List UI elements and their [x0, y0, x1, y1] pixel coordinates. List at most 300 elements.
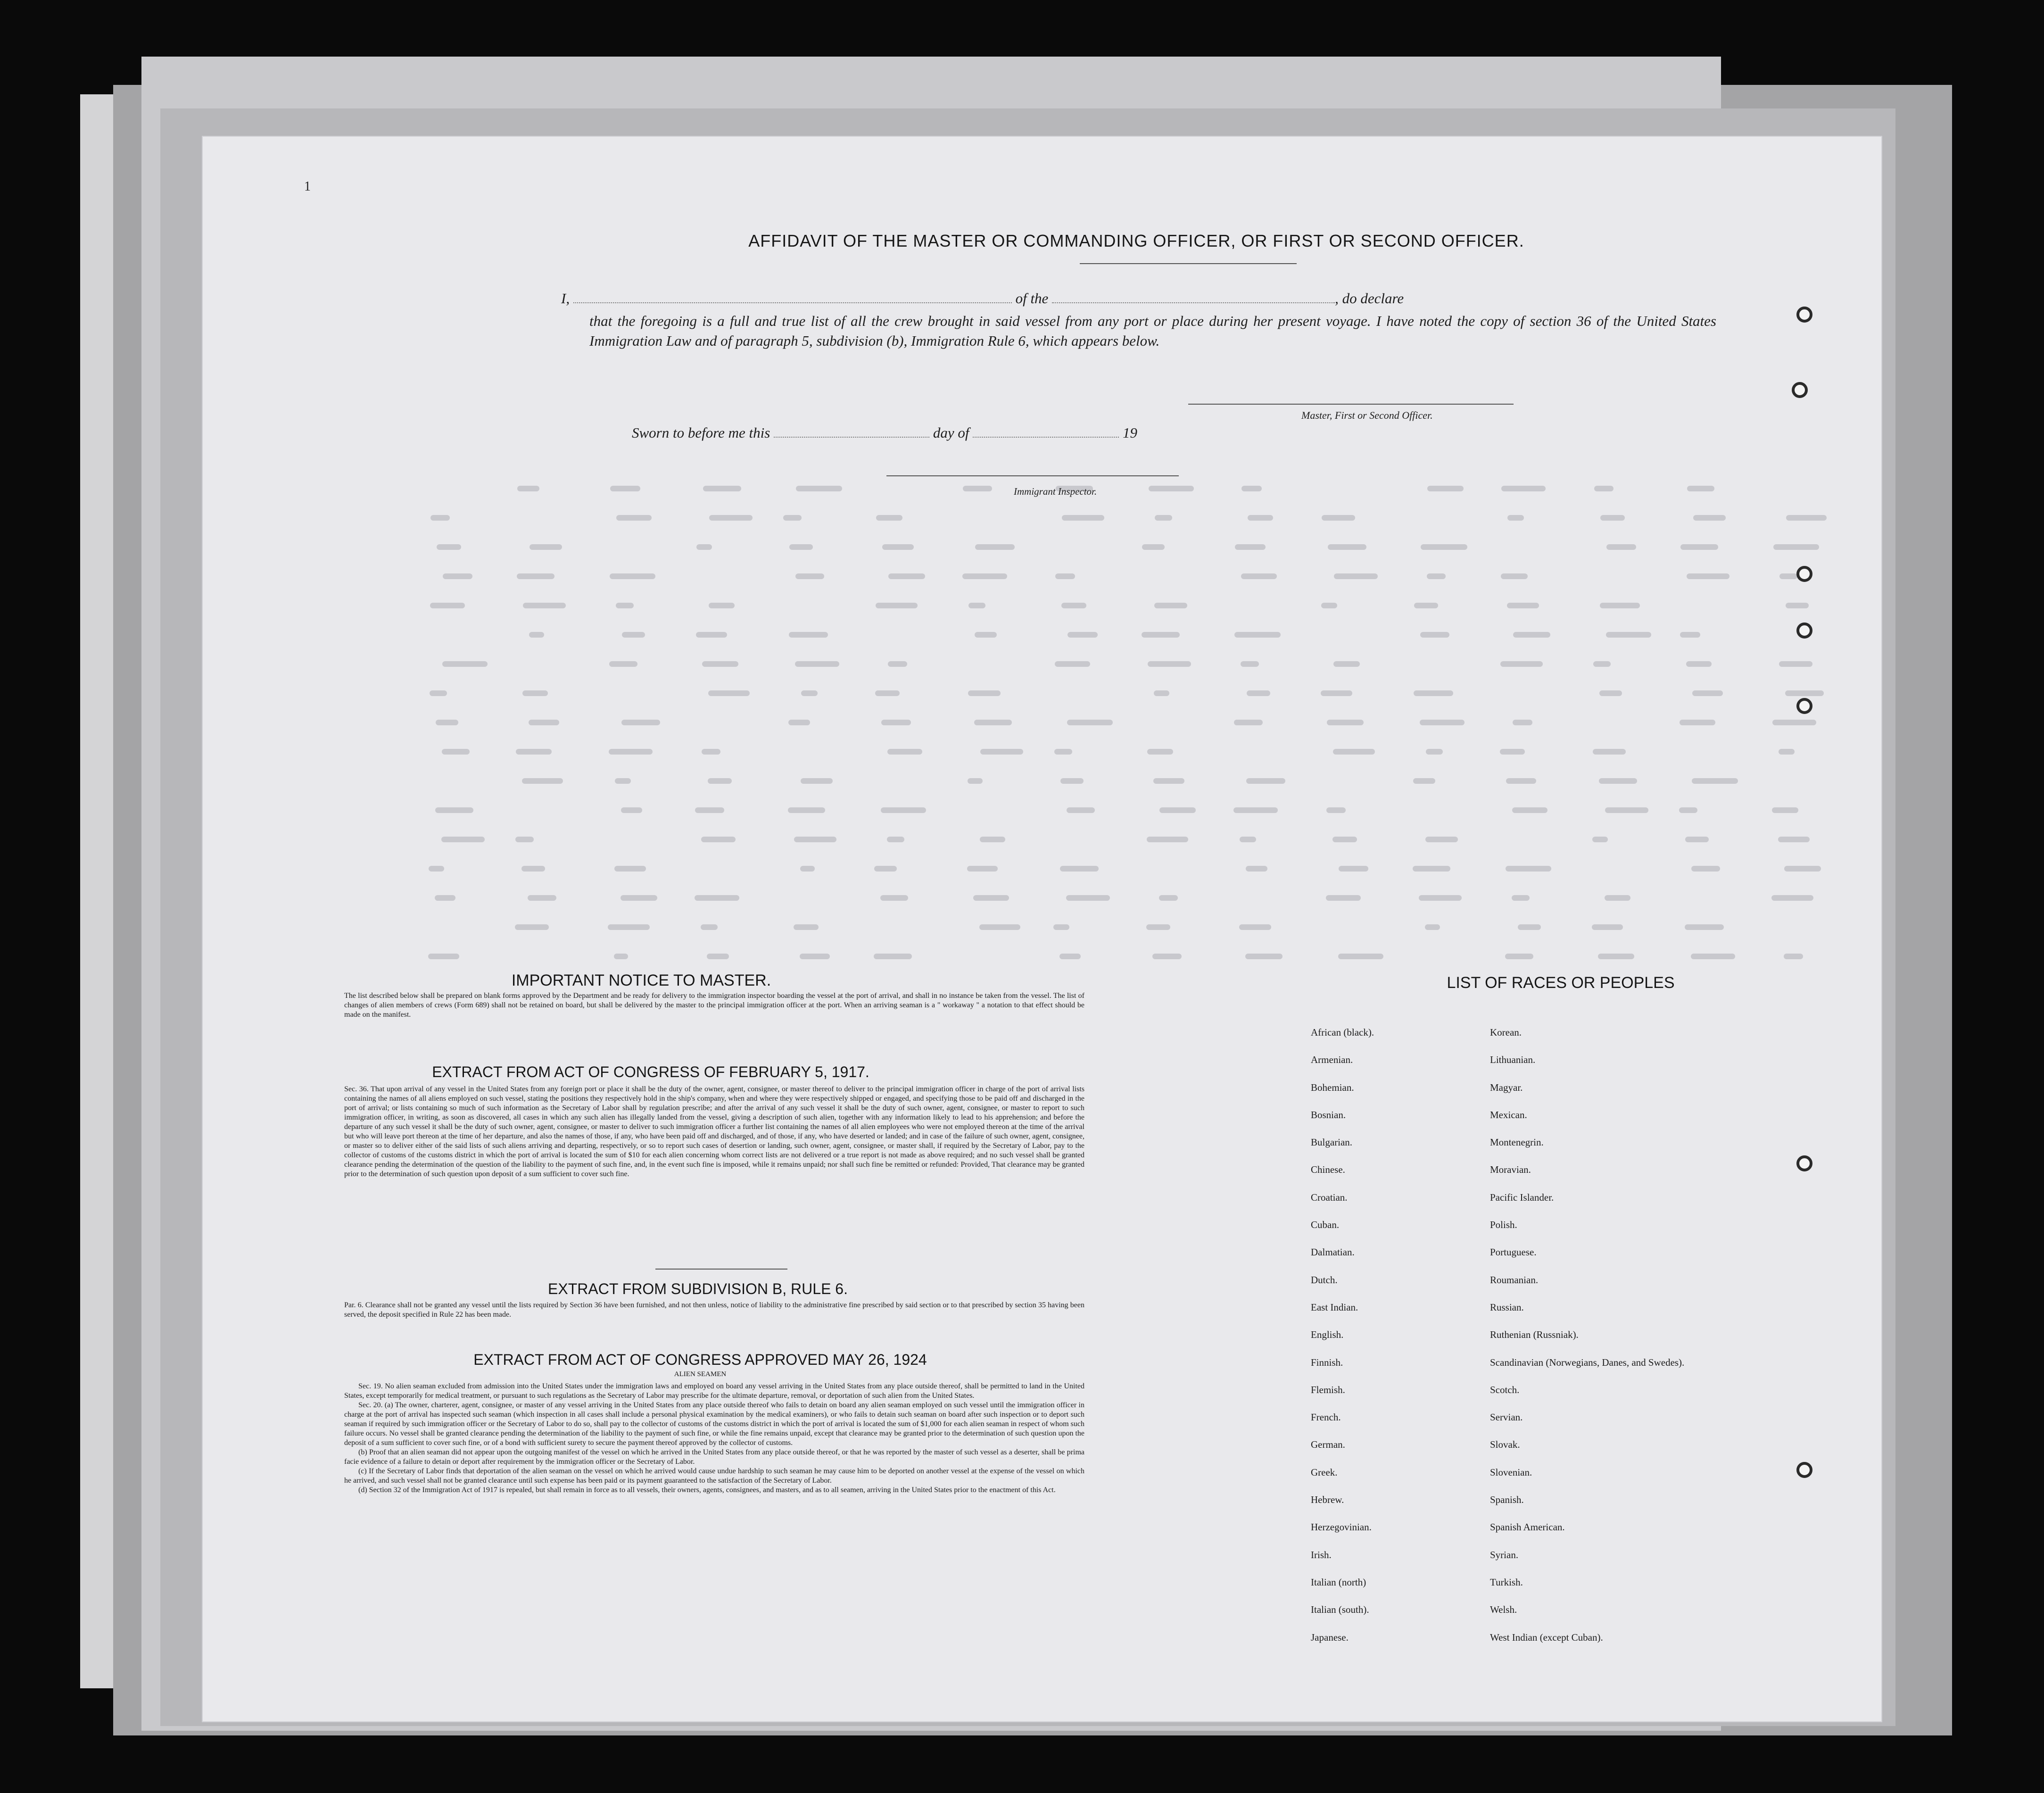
bleed-through-row: [424, 573, 1825, 585]
bleed-through-mark: [968, 778, 983, 784]
race-item: Ruthenian (Russniak).: [1490, 1329, 1579, 1341]
bleed-through-mark: [1060, 866, 1099, 872]
bleed-through-mark: [1606, 632, 1651, 638]
bleed-through-mark: [708, 778, 732, 784]
bleed-through-mark: [1147, 837, 1188, 842]
bleed-through-mark: [709, 515, 753, 521]
bleed-through-mark: [975, 632, 997, 638]
bleed-through-mark: [1332, 837, 1357, 842]
bleed-through-mark: [1771, 895, 1813, 901]
bleed-through-mark: [1593, 661, 1611, 667]
punch-hole: [1796, 698, 1812, 714]
alien-seamen-paragraph: (b) Proof that an alien seaman did not appear upon the outgoing manifest of the vessel on which he arrived in the United States from any place outside thereof, or that he was reported by the master of such vessel as a deserter, shall be prima facie evidence of a failure to detain or deport after requirement by the immigration officer or the Secretary of Labor.: [344, 1448, 1084, 1466]
bleed-through-mark: [530, 544, 562, 550]
section-36-label: Sec. 36.: [344, 1085, 369, 1093]
bleed-through-mark: [1068, 632, 1098, 638]
bleed-through-mark: [795, 573, 824, 579]
bleed-through-mark: [442, 749, 470, 755]
bleed-through-mark: [1419, 895, 1462, 901]
race-item: Dalmatian.: [1311, 1246, 1355, 1258]
bleed-through-mark: [1146, 924, 1170, 930]
bleed-through-mark: [1513, 720, 1532, 725]
bleed-through-row: [424, 515, 1825, 526]
bleed-through-mark: [881, 807, 926, 813]
bleed-through-mark: [515, 924, 549, 930]
bleed-through-mark: [707, 954, 729, 959]
declaration-body: that the foregoing is a full and true list of all the crew brought in said vessel from any port or place during her present voyage. I have noted the copy of section 36 of the United States Immigration Law and of paragraph 5, subdivision (b), Immigration Rule 6, which appears below.: [589, 313, 1716, 349]
bleed-through-mark: [980, 749, 1023, 755]
bleed-through-mark: [1687, 573, 1730, 579]
bleed-through-mark: [1055, 661, 1090, 667]
race-item: Cuban.: [1311, 1219, 1340, 1231]
bleed-through-row: [424, 486, 1825, 497]
race-item: Spanish.: [1490, 1494, 1524, 1506]
bleed-through-mark: [1234, 720, 1263, 725]
vessel-name-field[interactable]: [1052, 302, 1335, 303]
bleed-through-mark: [1679, 807, 1697, 813]
bleed-through-mark: [435, 807, 473, 813]
bleed-through-mark: [1772, 807, 1798, 813]
bleed-through-mark: [1241, 661, 1259, 667]
bleed-through-mark: [1241, 486, 1262, 491]
extract-rule6-heading: EXTRACT FROM SUBDIVISION B, RULE 6.: [548, 1280, 848, 1297]
bleed-through-mark: [963, 486, 992, 491]
bleed-through-mark: [1148, 661, 1191, 667]
bleed-through-mark: [1239, 924, 1271, 930]
bleed-through-mark: [1500, 749, 1525, 755]
races-left-column: [1311, 1027, 1490, 1660]
bleed-through-row: [424, 661, 1825, 672]
race-item: Italian (north): [1311, 1576, 1366, 1588]
bleed-through-mark: [975, 544, 1015, 550]
bleed-through-mark: [696, 544, 712, 550]
bleed-through-mark: [1506, 866, 1551, 872]
inspector-signature-line: [886, 475, 1179, 476]
day-of-text: day of: [933, 424, 969, 441]
bleed-through-mark: [1149, 486, 1194, 491]
bleed-through-mark: [1154, 690, 1169, 696]
race-item: Servian.: [1490, 1411, 1523, 1423]
bleed-through-mark: [788, 720, 810, 725]
race-item: Flemish.: [1311, 1384, 1345, 1395]
declaration-line: [561, 290, 1716, 307]
bleed-through-mark: [515, 837, 534, 842]
bleed-through-mark: [1425, 924, 1440, 930]
bleed-through-row: [424, 749, 1825, 760]
bleed-through-mark: [1327, 720, 1364, 725]
bleed-through-mark: [696, 632, 727, 638]
bleed-through-mark: [1505, 954, 1533, 959]
bleed-through-mark: [1054, 749, 1072, 755]
bleed-through-mark: [876, 515, 902, 521]
bleed-through-mark: [887, 837, 904, 842]
bleed-through-mark: [1159, 807, 1196, 813]
bleed-through-mark: [702, 661, 738, 667]
bleed-through-mark: [609, 661, 637, 667]
bleed-through-mark: [1512, 895, 1530, 901]
race-item: African (black).: [1311, 1027, 1374, 1038]
bleed-through-row: [424, 603, 1825, 614]
bleed-through-mark: [1142, 544, 1165, 550]
bleed-through-mark: [609, 749, 653, 755]
notice-text: The list described below shall be prepared on blank forms approved by the Department and be ready for delivery to the immigration inspector boarding the vessel at the port of arrival, and shall in no instance be taken from the vessel. The list of changes of alien members of crews (Form 689) shall not be retained on board, but shall be delivered by the master to the principal immigration officer at the port. When an arriving seaman is a " workaway " a notation to that effect should be made on the manifest.: [344, 992, 1084, 1019]
bleed-through-mark: [887, 749, 922, 755]
bleed-through-mark: [614, 954, 628, 959]
document-page: [203, 137, 1881, 1721]
bleed-through-row: [424, 895, 1825, 906]
race-item: Portuguese.: [1490, 1246, 1537, 1258]
bleed-through-mark: [783, 515, 802, 521]
bleed-through-mark: [1680, 720, 1715, 725]
race-item: Mexican.: [1490, 1109, 1527, 1121]
bleed-through-mark: [529, 632, 544, 638]
bleed-through-mark: [1142, 632, 1180, 638]
bleed-through-mark: [1786, 603, 1809, 608]
bleed-through-mark: [1061, 603, 1086, 608]
title-rule: [1080, 263, 1297, 264]
race-item: Bosnian.: [1311, 1109, 1346, 1121]
bleed-through-mark: [1786, 515, 1827, 521]
bleed-through-mark: [621, 895, 657, 901]
notice-heading: IMPORTANT NOTICE TO MASTER.: [511, 971, 771, 989]
bleed-through-mark: [1153, 778, 1184, 784]
sworn-day-field[interactable]: [774, 437, 929, 438]
bleed-through-mark: [1506, 778, 1536, 784]
bleed-through-mark: [1692, 690, 1723, 696]
bleed-through-mark: [1592, 924, 1623, 930]
race-item: Montenegrin.: [1490, 1137, 1544, 1148]
bleed-through-row: [424, 954, 1825, 965]
race-item: Hebrew.: [1311, 1494, 1344, 1506]
bleed-through-mark: [1246, 866, 1267, 872]
extract-1917-text: [344, 1085, 1084, 1179]
extract-1917-heading: EXTRACT FROM ACT OF CONGRESS OF FEBRUARY 5, 1917.: [432, 1063, 869, 1080]
bleed-through-mark: [436, 720, 458, 725]
bleed-through-mark: [437, 544, 461, 550]
bleed-through-mark: [876, 603, 918, 608]
bleed-through-mark: [1691, 866, 1720, 872]
bleed-through-mark: [1066, 895, 1110, 901]
race-item: Pacific Islander.: [1490, 1191, 1554, 1203]
bleed-through-mark: [1060, 778, 1084, 784]
bleed-through-mark: [888, 661, 907, 667]
race-item: Polish.: [1490, 1219, 1517, 1231]
bleed-through-mark: [968, 603, 985, 608]
bleed-through-mark: [1321, 690, 1352, 696]
bleed-through-mark: [801, 778, 833, 784]
bleed-through-mark: [1245, 954, 1283, 959]
race-item: Japanese.: [1311, 1631, 1349, 1643]
bleed-through-mark: [1501, 573, 1528, 579]
bleed-through-mark: [795, 661, 839, 667]
bleed-through-mark: [1420, 720, 1465, 725]
bleed-through-mark: [1778, 837, 1810, 842]
bleed-through-mark: [516, 749, 552, 755]
bleed-through-mark: [528, 895, 556, 901]
bleed-through-mark: [1247, 690, 1270, 696]
race-item: Herzegovinian.: [1311, 1521, 1372, 1533]
bleed-through-mark: [882, 544, 914, 550]
race-item: East Indian.: [1311, 1301, 1358, 1313]
bleed-through-mark: [1680, 544, 1718, 550]
bleed-through-mark: [517, 486, 539, 491]
bleed-through-mark: [1784, 866, 1821, 872]
race-item: Chinese.: [1311, 1164, 1345, 1176]
bleed-through-mark: [702, 749, 720, 755]
bleed-through-mark: [1414, 690, 1453, 696]
bleed-through-mark: [1594, 486, 1614, 491]
punch-hole: [1796, 1462, 1812, 1478]
bleed-through-mark: [1600, 603, 1640, 608]
bleed-through-mark: [800, 954, 830, 959]
bleed-through-mark: [796, 486, 842, 491]
bleed-through-row: [424, 690, 1825, 702]
extract-1924-text: [344, 1382, 1084, 1495]
bleed-through-mark: [1692, 778, 1738, 784]
punch-hole: [1792, 382, 1808, 398]
bleed-through-mark: [973, 895, 1009, 901]
race-item: Dutch.: [1311, 1274, 1338, 1286]
bleed-through-mark: [974, 720, 1012, 725]
bleed-through-mark: [517, 573, 554, 579]
bleed-through-mark: [1687, 486, 1714, 491]
race-item: Armenian.: [1311, 1054, 1353, 1066]
race-item: Irish.: [1311, 1549, 1332, 1561]
affidavit-title: AFFIDAVIT OF THE MASTER OR COMMANDING OFFICER, OR FIRST OR SECOND OFFICER.: [748, 231, 1524, 250]
bleed-through-mark: [695, 895, 739, 901]
bleed-through-mark: [1159, 895, 1178, 901]
race-item: Russian.: [1490, 1301, 1524, 1313]
bleed-through-mark: [430, 690, 447, 696]
race-item: Turkish.: [1490, 1576, 1523, 1588]
bleed-through-mark: [430, 515, 450, 521]
bleed-through-mark: [1055, 573, 1075, 579]
bleed-through-mark: [442, 661, 488, 667]
bleed-through-row: [424, 778, 1825, 789]
of-the-text: of the: [1015, 290, 1049, 307]
inspector-caption: Immigrant Inspector.: [1014, 486, 1097, 497]
bleed-through-mark: [874, 954, 912, 959]
bleed-through-mark: [880, 895, 908, 901]
bleed-through-mark: [1233, 807, 1278, 813]
bleed-through-mark: [610, 573, 655, 579]
bleed-through-mark: [1322, 515, 1355, 521]
race-item: German.: [1311, 1439, 1345, 1451]
race-item: French.: [1311, 1411, 1341, 1423]
bleed-through-mark: [979, 924, 1020, 930]
bleed-through-mark: [709, 603, 735, 608]
punch-hole: [1796, 623, 1812, 639]
bleed-through-mark: [789, 544, 813, 550]
bleed-through-mark: [1599, 690, 1622, 696]
bleed-through-mark: [980, 837, 1005, 842]
bleed-through-mark: [1779, 661, 1812, 667]
section-36-body: That upon arrival of any vessel in the United States from any foreign port or place it shall be the duty of the owner, agent, consignee, or master thereof to deliver to the principal immigration officer in charge of the port of arrival lists containing the names of all aliens employed on such vessel, stating the positions they respectively hold in the ship's company, when and where they were respectively shipped or engaged, and specifying those to be paid off and discharged in the port of arrival; or lists containing so much of such information as the Secretary of Labor shall by regulation prescribe; and after the arrival of any such vessel it shall be the duty of such owner, agent, consignee, or master to report to such immigration officer, in writing, as soon as discovered, all cases in which any such alien has illegally landed from the vessel, giving a description of such alien, together with any information likely to lead to his apprehension; and before the departure of any such vessel it shall be the duty of such owner, agent, consignee, or master to deliver to such immigration officer a further list containing the names of all alien employees who were not employed thereon at the time of the arrival but who will leave port thereon at the time of her departure, and also the names of those, if any, who have been paid off and discharged, and of those, if any, who have deserted or landed; and in case of the failure of such owner, agent, consignee, or master so to deliver either of the said lists of such aliens arriving and departing, respectively, or so to report such cases of desertion or landing, such owner, agent, consignee, or master shall, if required by the Secretary of Labor, pay to the collector of customs of the customs district in which the port of arrival is located the sum of $10 for each alien concerning whom correct lists are not delivered or a true report is not made as above required; and no such vessel shall be granted clearance pending the determination of the question of the liability to the payment of such fine, and, in the event such fine is imposed, while it remains unpaid; nor shall such fine be remitted or refunded: Provided, That clearance may be granted prior to the determination of such question upon deposit of a sum sufficient to cover such fine.: [344, 1085, 1084, 1178]
race-item: English.: [1311, 1329, 1344, 1341]
bleed-through-mark: [1326, 807, 1346, 813]
bleed-through-mark: [622, 632, 645, 638]
bleed-through-mark: [788, 807, 825, 813]
race-item: Syrian.: [1490, 1549, 1519, 1561]
sworn-line: [632, 424, 1137, 441]
bleed-through-mark: [1784, 954, 1803, 959]
bleed-through-mark: [621, 807, 642, 813]
bleed-through-mark: [1328, 544, 1366, 550]
bleed-through-mark: [701, 924, 718, 930]
race-item: Italian (south).: [1311, 1604, 1369, 1616]
bleed-through-mark: [1605, 807, 1648, 813]
bleed-through-mark: [1240, 837, 1256, 842]
bleed-through-mark: [1338, 954, 1383, 959]
declarant-prefix: I,: [561, 290, 570, 307]
bleed-through-mark: [701, 837, 736, 842]
bleed-through-mark: [1600, 515, 1625, 521]
bleed-through-mark: [1686, 661, 1712, 667]
bleed-through-row: [424, 924, 1825, 936]
bleed-through-mark: [1234, 632, 1281, 638]
bleed-through-mark: [1501, 486, 1546, 491]
bleed-through-mark: [703, 486, 741, 491]
bleed-through-mark: [435, 895, 455, 901]
punch-hole: [1796, 307, 1812, 323]
bleed-through-mark: [1518, 924, 1541, 930]
extract-divider: [655, 1269, 787, 1270]
signature-line: [1188, 404, 1514, 405]
do-declare-text: , do declare: [1335, 290, 1404, 307]
bleed-through-mark: [1605, 895, 1630, 901]
bleed-through-mark: [430, 603, 465, 608]
bleed-through-mark: [1513, 632, 1550, 638]
race-item: Roumanian.: [1490, 1274, 1539, 1286]
bleed-through-mark: [441, 837, 485, 842]
bleed-through-mark: [1333, 661, 1360, 667]
bleed-through-mark: [1772, 720, 1816, 725]
bleed-through-mark: [1152, 954, 1182, 959]
bleed-through-mark: [1413, 778, 1435, 784]
bleed-through-mark: [521, 866, 545, 872]
race-item: Moravian.: [1490, 1164, 1531, 1176]
bleed-through-mark: [1235, 544, 1266, 550]
bleed-through-mark: [1155, 515, 1172, 521]
bleed-through-mark: [1599, 778, 1637, 784]
bleed-through-mark: [789, 632, 828, 638]
bleed-through-mark: [708, 690, 750, 696]
bleed-through-mark: [523, 603, 566, 608]
race-item: Scotch.: [1490, 1384, 1520, 1395]
bleed-through-mark: [1427, 573, 1446, 579]
bleed-through-mark: [1691, 954, 1735, 959]
bleed-through-mark: [1598, 954, 1634, 959]
bleed-through-mark: [1248, 515, 1273, 521]
bleed-through-mark: [801, 690, 818, 696]
bleed-through-mark: [1680, 632, 1700, 638]
bleed-through-mark: [443, 573, 472, 579]
race-item: Slovak.: [1490, 1439, 1520, 1451]
race-item: Finnish.: [1311, 1356, 1343, 1368]
sworn-text: Sworn to before me this: [632, 424, 770, 441]
bleed-through-mark: [1507, 603, 1539, 608]
page-number: 1: [304, 179, 311, 194]
bleed-through-mark: [522, 778, 563, 784]
bleed-through-mark: [1427, 486, 1464, 491]
bleed-through-mark: [1414, 603, 1438, 608]
races-heading: LIST OF RACES OR PEOPLES: [1447, 974, 1675, 992]
bleed-through-mark: [695, 807, 724, 813]
bleed-through-mark: [1333, 749, 1375, 755]
race-item: Spanish American.: [1490, 1521, 1565, 1533]
race-item: Korean.: [1490, 1027, 1522, 1038]
alien-seamen-paragraph: Sec. 19. No alien seaman excluded from admission into the United States under the immigration laws and employed on board any vessel arriving in the United States from any place outside thereof, shall be permitted to land in the United States, except temporarily for medical treatment, or pursuant to such regulations as the Secretary of Labor may prescribe for the ultimate departure, removal, or deportation of such alien from the United States.: [344, 1382, 1084, 1400]
bleed-through-mark: [1147, 749, 1173, 755]
bleed-through-mark: [968, 690, 1001, 696]
bleed-through-mark: [522, 690, 548, 696]
bleed-through-mark: [1053, 924, 1069, 930]
sworn-month-field[interactable]: [973, 437, 1119, 438]
bleed-through-mark: [616, 603, 634, 608]
bleed-through-mark: [1326, 895, 1361, 901]
bleed-through-mark: [1334, 573, 1378, 579]
race-item: Bohemian.: [1311, 1081, 1354, 1093]
bleed-through-mark: [1507, 515, 1524, 521]
extract-rule6-text: [344, 1301, 1084, 1320]
bleed-through-mark: [614, 866, 646, 872]
bleed-through-mark: [1062, 515, 1104, 521]
race-item: Bulgarian.: [1311, 1137, 1353, 1148]
races-right-column: [1490, 1027, 1773, 1660]
bleed-through-mark: [608, 924, 650, 930]
bleed-through-mark: [621, 720, 660, 725]
bleed-through-mark: [1426, 749, 1443, 755]
bleed-through-mark: [1154, 603, 1187, 608]
bleed-through-mark: [616, 515, 652, 521]
bleed-through-mark: [794, 924, 819, 930]
alien-seamen-paragraph: (d) Section 32 of the Immigration Act of 1917 is repealed, but shall remain in force as to all vessels, their owners, agents, consignees, and masters, and as to all seamen, arriving in the United States prior to the enactment of this Act.: [358, 1486, 1056, 1494]
bleed-through-row: [424, 837, 1825, 848]
declarant-name-field[interactable]: [573, 302, 1012, 303]
bleed-through-row: [424, 807, 1825, 819]
alien-seamen-paragraph: Sec. 20. (a) The owner, charterer, agent, consignee, or master of any vessel arriving in the United States from any place outside thereof who fails to detain on board any alien seaman employed on such vessel until the immigration officer in charge at the port of arrival has inspected such seaman (which inspection in all cases shall include a personal physical examination by the medical examiners), or who fails to detain such seaman on board after such inspection or to deport such seaman if required by such immigration officer or the Secretary of Labor to do so, shall pay to the collector of customs of the customs district in which the port of arrival is located the sum of $1,000 for each alien seaman in respect of whom such failure occurs. No vessel shall be granted clearance pending the determination of the liability to the payment of such fine, or while the fine remains unpaid, except that clearance may be granted prior to the determination of such question upon the deposit of a sum sufficient to cover such fine, or of a bond with sufficient surety to secure the payment thereof approved by the collector of customs.: [344, 1401, 1084, 1447]
bleed-through-mark: [1067, 807, 1095, 813]
alien-seamen-paragraph: (c) If the Secretary of Labor finds that deportation of the alien seaman on the vessel on which he arrived would cause undue hardship to such seaman he may cause him to be deported on another vessel at the expense of the vessel on which he arrived, and such vessel shall not be granted clearance until such expense has been paid or its payment guaranteed to the satisfaction of the Secretary of Labor.: [344, 1467, 1084, 1485]
bleed-through-mark: [1413, 866, 1450, 872]
bleed-through-mark: [529, 720, 559, 725]
bleed-through-mark: [428, 954, 459, 959]
race-item: West Indian (except Cuban).: [1490, 1631, 1603, 1643]
bleed-through-mark: [1246, 778, 1285, 784]
year-prefix: 19: [1122, 424, 1137, 441]
bleed-through-mark: [881, 720, 911, 725]
bleed-through-mark: [1685, 924, 1724, 930]
bleed-through-mark: [1339, 866, 1368, 872]
bleed-through-mark: [1321, 603, 1337, 608]
bleed-through-mark: [1693, 515, 1726, 521]
bleed-through-mark: [1500, 661, 1543, 667]
left-strip: [80, 94, 113, 1688]
punch-hole: [1796, 1155, 1812, 1171]
bleed-through-mark: [615, 778, 631, 784]
par-6-label: Par. 6.: [344, 1301, 364, 1309]
bleed-through-mark: [1512, 807, 1547, 813]
bleed-through-mark: [1592, 837, 1608, 842]
bleed-through-mark: [1067, 720, 1113, 725]
bleed-through-mark: [1785, 690, 1824, 696]
signature-caption: Master, First or Second Officer.: [1301, 409, 1433, 421]
bleed-through-mark: [610, 486, 640, 491]
bleed-through-mark: [1779, 749, 1795, 755]
bleed-through-mark: [1773, 544, 1819, 550]
bleed-through-mark: [1779, 573, 1797, 579]
bleed-through-mark: [875, 690, 900, 696]
